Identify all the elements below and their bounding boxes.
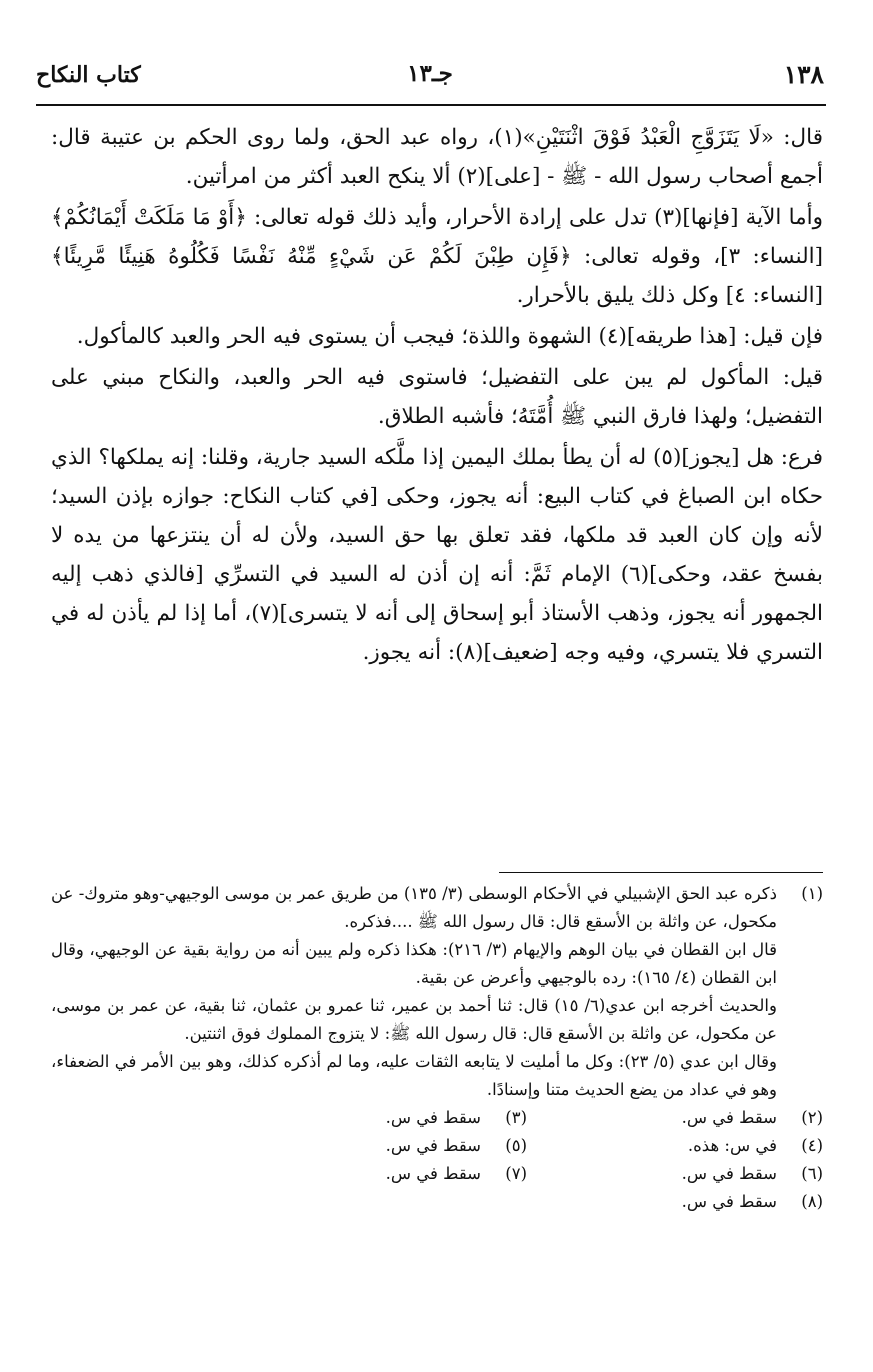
footnote-text: في س: هذه. [687, 1136, 777, 1155]
paragraph-objection: فإن قيل: [هذا طريقه](٤) الشهوة واللذة؛ فيجب أن يستوى فيه الحر والعبد كالمأكول. [76, 324, 823, 349]
footnote-line: وقال ابن عدي (٥/ ٢٣): وكل ما أمليت لا يتابعه الثقات عليه، وما لم أذكره كذلك، وهو بين الأمر في الضعفاء، وهو في عداد من يضع الحديث متنا وإسنادًا. [51, 1052, 777, 1099]
paragraph-hadith: قال: «لَا يَتَزَوَّجِ الْعَبْدُ فَوْقَ اثْنَتَيْنِ»(١)، رواه عبد الحق، ولما روى الحكم بن عتيبة قال: أجمع أصحاب رسول الله - ﷺ - [على](٢) ألا ينكح العبد أكثر من امرأتين. [51, 125, 823, 189]
paragraph-reply: قيل: المأكول لم يبن على التفضيل؛ فاستوى فيه الحر والعبد، والنكاح مبني على التفضيل؛ ولهذا فارق النبي ﷺ أُمَّتَهُ؛ فأشبه الطلاق. [51, 365, 823, 429]
footnote-text: سقط في س. [385, 1164, 481, 1183]
footnote-line: والحديث أخرجه ابن عدي(٦/ ١٥) قال: ثنا أحمد بن عمير، ثنا عمرو بن عثمان، ثنا بقية، عن عمر بن موسى، عن مكحول، عن واثلة بن الأسقع قال: قال رسول الله ﷺ: لا يتزوج المملوك فوق اثنتين. [51, 996, 777, 1043]
footnote-line: ذكره عبد الحق الإشبيلي في الأحكام الوسطى (٣/ ١٣٥) من طريق عمر بن موسى الوجيهي-وهو متروك- عن مكحول، عن واثلة بن الأسقع قال: قال رسول الله ﷺ ....فذكره. [51, 884, 777, 931]
main-text [51, 118, 823, 674]
paragraph-branch: فرع: هل [يجوز](٥) له أن يطأ بملك اليمين إذا ملَّكه السيد جارية، وقلنا: إنه يملكها؟ الذي حكاه ابن الصباغ في كتاب البيع: أنه يجوز، وحكى [في كتاب النكاح: جوازه بإذن السيد؛ لأنه وإن كان العبد قد ملكها، فقد تعلق بها حق السيد، ولأن له أن ينتزعها من يده لا بفسخ عقد، وحكى](٦) الإمام ثَمَّ: أنه إن أذن له السيد في التسرِّي [فالذي ذهب إليه الجمهور أنه يجوز، وذهب الأستاذ أبو إسحاق إلى أنه لا يتسرى](٧)، أما إذا لم يأذن له في التسري فلا يتسري، وفيه وجه [ضعيف](٨): أنه يجوز. [51, 445, 823, 665]
footnote-text: سقط في س. [385, 1108, 481, 1127]
footnote-line: قال ابن القطان في بيان الوهم والإيهام (٣/ ٢١٦): هكذا ذكره ولم يبين أنه من رواية بقية عن الوجيهي، وقال ابن القطان (٤/ ١٦٥): رده بالوجيهي وأعرض عن بقية. [51, 940, 777, 987]
footnote-text: سقط في س. [681, 1164, 777, 1183]
footnote-number: (٥) [505, 1136, 527, 1155]
volume-number: جـ١٣ [407, 60, 453, 87]
footnote-number: (٨) [801, 1192, 823, 1211]
running-header [36, 60, 824, 104]
footnote-number: (٧) [505, 1164, 527, 1183]
footnote-text: سقط في س. [681, 1108, 777, 1127]
page-number: ١٣٨ [783, 60, 824, 89]
footnote-1 [51, 880, 823, 1104]
footnote-text: سقط في س. [681, 1192, 777, 1211]
footnote-number: (٢) [801, 1108, 823, 1127]
header-divider [36, 104, 826, 106]
paragraph-verse: وأما الآية [فإنها](٣) تدل على إرادة الأحرار، وأيد ذلك قوله تعالى: ﴿أَوْ مَا مَلَكَتْ أَيْمَانُكُمْ﴾ [النساء: ٣]، وقوله تعالى: ﴿فَإِن طِبْنَ لَكُمْ عَن شَيْءٍ مِّنْهُ نَفْسًا فَكُلُوهُ هَنِيئًا مَّرِيئًا﴾ [النساء: ٤] وكل ذلك يليق بالأحرار. [51, 205, 823, 308]
footnote-text [51, 880, 777, 1104]
book-title: كتاب النكاح [36, 62, 141, 88]
footnote-number: (٦) [801, 1164, 823, 1183]
footnote-number: (١) [801, 884, 823, 903]
footnote-text: سقط في س. [385, 1136, 481, 1155]
footnote-divider [499, 872, 823, 873]
footnote-number: (٤) [801, 1136, 823, 1155]
footnotes [51, 880, 823, 1216]
footnote-number: (٣) [505, 1108, 527, 1127]
short-footnotes [51, 1104, 823, 1216]
